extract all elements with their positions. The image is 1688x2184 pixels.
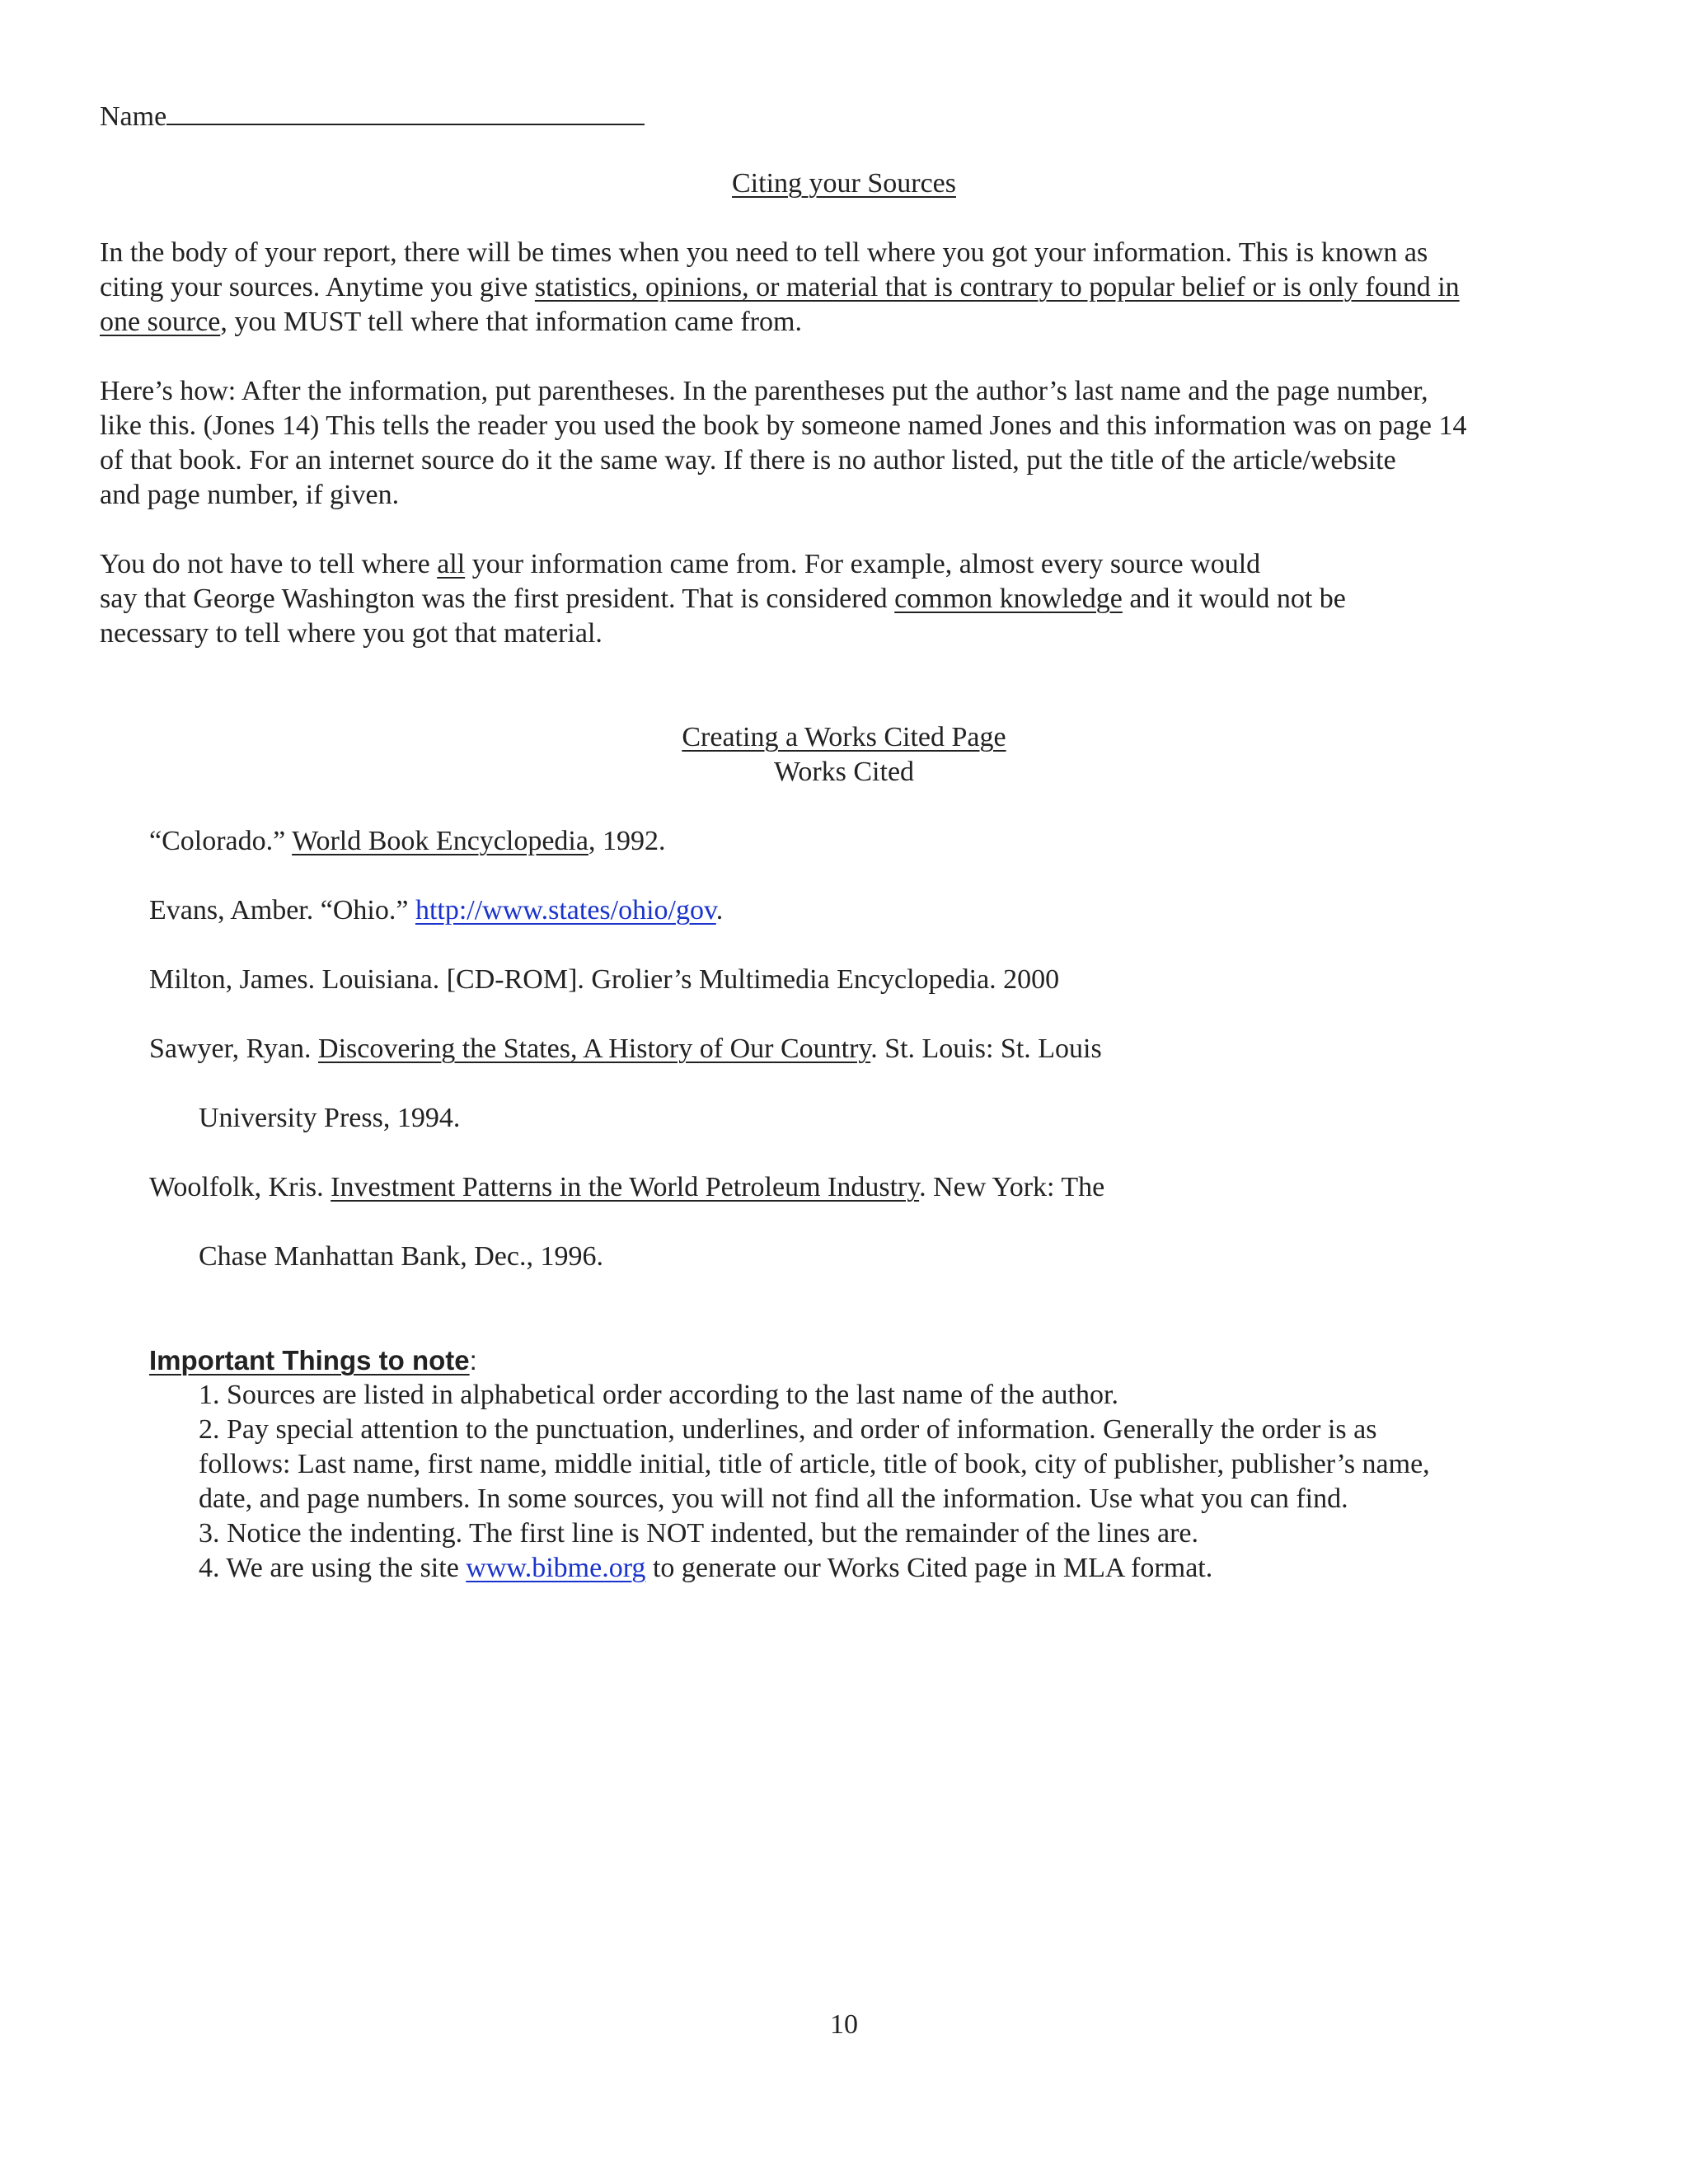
works-cited-subheading: Works Cited: [773, 757, 915, 787]
paragraph-3-line-1: You do not have to tell where all your information came from. For example, almost every source would: [100, 549, 1261, 579]
citation-sawyer: Sawyer, Ryan. Discovering the States, A History of Our Country. St. Louis: St. Louis: [149, 1033, 1102, 1064]
citation-colorado: “Colorado.” World Book Encyclopedia, 1992.: [149, 826, 666, 856]
paragraph-2-line-1: Here’s how: After the information, put parentheses. In the parentheses put the author’s last name and the page number,: [100, 376, 1428, 406]
name-blank[interactable]: [166, 97, 645, 125]
paragraph-2-line-4: and page number, if given.: [100, 480, 400, 510]
name-line: [100, 97, 645, 134]
citation-woolfolk-continued: Chase Manhattan Bank, Dec., 1996.: [199, 1241, 603, 1272]
paragraph-3-line-2: say that George Washington was the first president. That is considered common knowledge and it would not be: [100, 583, 1346, 614]
note-2-line-2: follows: Last name, first name, middle initial, title of article, title of book, city of publisher, publisher’s name,: [199, 1449, 1430, 1479]
underlined-criteria: statistics, opinions, or material that is contrary to popular belief or is only found in: [534, 272, 1460, 302]
works-cited-heading: Creating a Works Cited Page: [682, 722, 1006, 752]
citation-sawyer-continued: University Press, 1994.: [199, 1103, 461, 1133]
note-2-line-1: 2. Pay special attention to the punctuation, underlines, and order of information. Generally the order is as: [199, 1414, 1377, 1445]
paragraph-3-line-3: necessary to tell where you got that material.: [100, 618, 603, 649]
citation-woolfolk: Woolfolk, Kris. Investment Patterns in the World Petroleum Industry. New York: The: [149, 1172, 1105, 1202]
notes-heading: Important Things to note:: [149, 1345, 477, 1376]
note-1: 1. Sources are listed in alphabetical order according to the last name of the author.: [199, 1380, 1118, 1410]
citing-title: Citing your Sources: [732, 168, 956, 199]
citation-evans: Evans, Amber. “Ohio.” http://www.states/ohio/gov.: [149, 895, 724, 926]
bibme-link[interactable]: www.bibme.org: [466, 1553, 646, 1583]
name-label: Name: [100, 101, 167, 132]
note-4: 4. We are using the site www.bibme.org to generate our Works Cited page in MLA format.: [199, 1553, 1213, 1583]
paragraph-1-line-1: In the body of your report, there will be times when you need to tell where you got your information. This is known as: [100, 237, 1428, 268]
ohio-link[interactable]: http://www.states/ohio/gov: [415, 895, 716, 926]
note-3: 3. Notice the indenting. The first line is NOT indented, but the remainder of the lines are.: [199, 1518, 1198, 1549]
paragraph-1-line-3: one source, you MUST tell where that information came from.: [100, 307, 802, 337]
page-number: 10: [830, 2009, 858, 2040]
citation-milton: Milton, James. Louisiana. [CD-ROM]. Grolier’s Multimedia Encyclopedia. 2000: [149, 964, 1060, 995]
paragraph-1-line-2: citing your sources. Anytime you give statistics, opinions, or material that is contrary to popular belief or is only found in: [100, 272, 1460, 302]
paragraph-2-line-3: of that book. For an internet source do it the same way. If there is no author listed, put the title of the article/website: [100, 445, 1396, 476]
note-2-line-3: date, and page numbers. In some sources, you will not find all the information. Use what you can find.: [199, 1483, 1348, 1514]
paragraph-2-line-2: like this. (Jones 14) This tells the reader you used the book by someone named Jones and this information was on page 14: [100, 410, 1467, 441]
